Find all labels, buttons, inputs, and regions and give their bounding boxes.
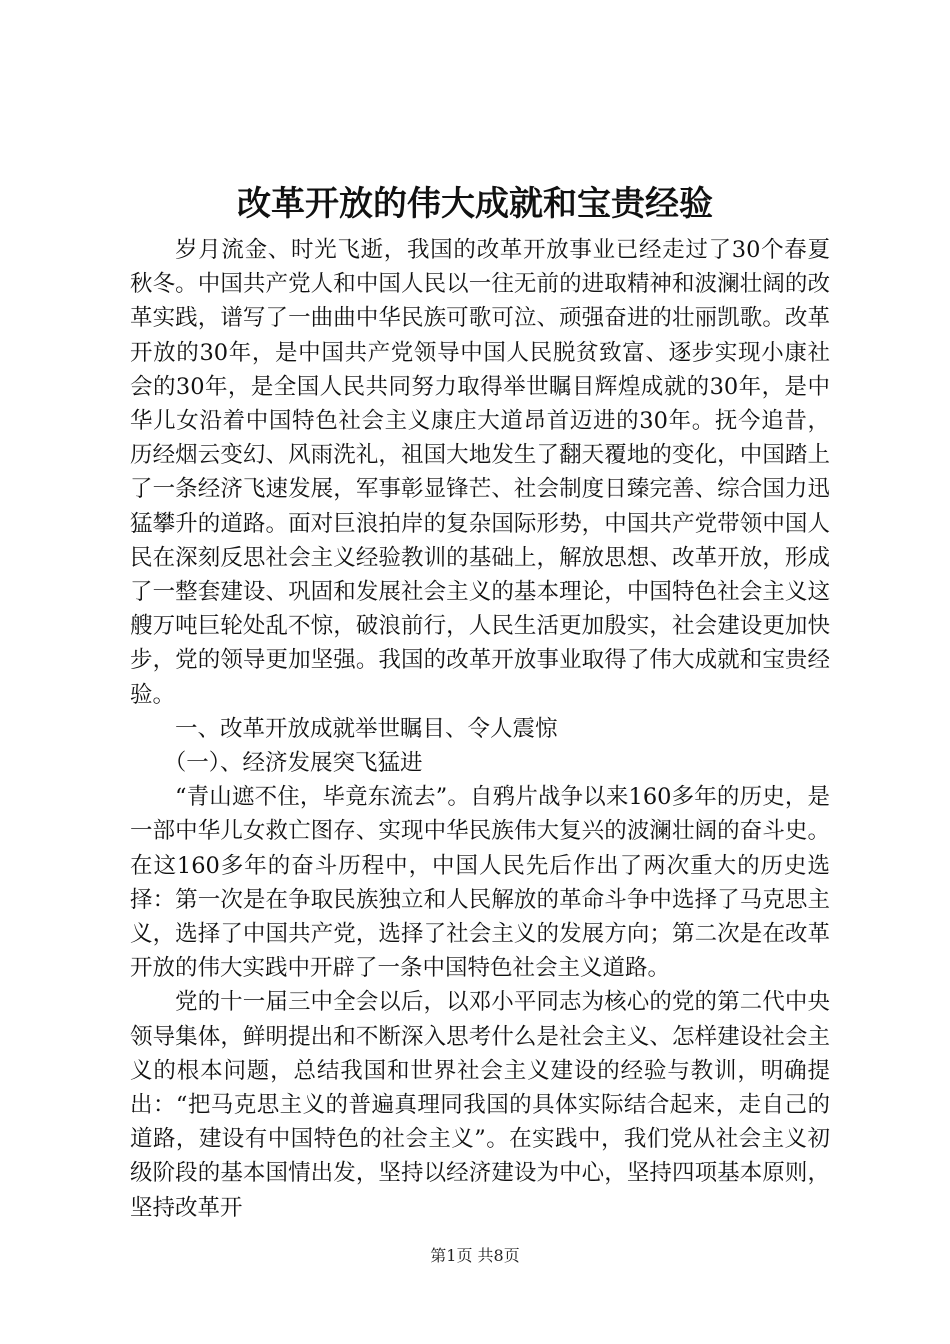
- subsection-heading-1: （一）、经济发展突飞猛进: [163, 750, 423, 777]
- paragraph-history: “青山遮不住，毕竟东流去”。自鸦片战争以来160多年的历史，是一部中华儿女救亡图存、实现中华民族伟大复兴的波澜壮阔的奋斗史。在这160多年的奋斗历程中，中国人民先后作出了两次重大的历史选择：第一次是在争取民族独立和人民解放的革命斗争中选择了马克思主义，选择了中国共产党，选择了社会主义的发展方向；第二次是在改革开放的伟大实践中开辟了一条中国特色社会主义道路。: [130, 784, 830, 982]
- document-title: 改革开放的伟大成就和宝贵经验: [237, 184, 713, 224]
- paragraph-third-plenum: 党的十一届三中全会以后，以邓小平同志为核心的党的第二代中央领导集体，鲜明提出和不断深入思考什么是社会主义、怎样建设社会主义的根本问题，总结我国和世界社会主义建设的经验与教训，明确提出：“把马克思主义的普遍真理同我国的具体实际结合起来，走自己的道路，建设有中国特色的社会主义”。在实践中，我们党从社会主义初级阶段的基本国情出发，坚持以经济建设为中心，坚持四项基本原则，坚持改革开: [130, 989, 830, 1221]
- section-heading-1: 一、改革开放成就举世瞩目、令人震惊: [175, 715, 558, 742]
- document-body: [130, 233, 830, 1225]
- paragraph-intro: 岁月流金、时光飞逝，我国的改革开放事业已经走过了30个春夏秋冬。中国共产党人和中国人民以一往无前的进取精神和波澜壮阔的改革实践，谱写了一曲曲中华民族可歌可泣、顽强奋进的壮丽凯歌。改革开放的30年，是中国共产党领导中国人民脱贫致富、逐步实现小康社会的30年，是全国人民共同努力取得举世瞩目辉煌成就的30年，是中华儿女沿着中国特色社会主义康庄大道昂首迈进的30年。抚今追昔，历经烟云变幻、风雨洗礼，祖国大地发生了翻天覆地的变化，中国踏上了一条经济飞速发展，军事彰显锋芒、社会制度日臻完善、综合国力迅猛攀升的道路。面对巨浪拍岸的复杂国际形势，中国共产党带领中国人民在深刻反思社会主义经验教训的基础上，解放思想、改革开放，形成了一整套建设、巩固和发展社会主义的基本理论，中国特色社会主义这艘万吨巨轮处乱不惊，破浪前行，人民生活更加殷实，社会建设更加快步，党的领导更加坚强。我国的改革开放事业取得了伟大成就和宝贵经验。: [130, 237, 830, 708]
- page-footer: 第1页 共8页: [430, 1246, 520, 1265]
